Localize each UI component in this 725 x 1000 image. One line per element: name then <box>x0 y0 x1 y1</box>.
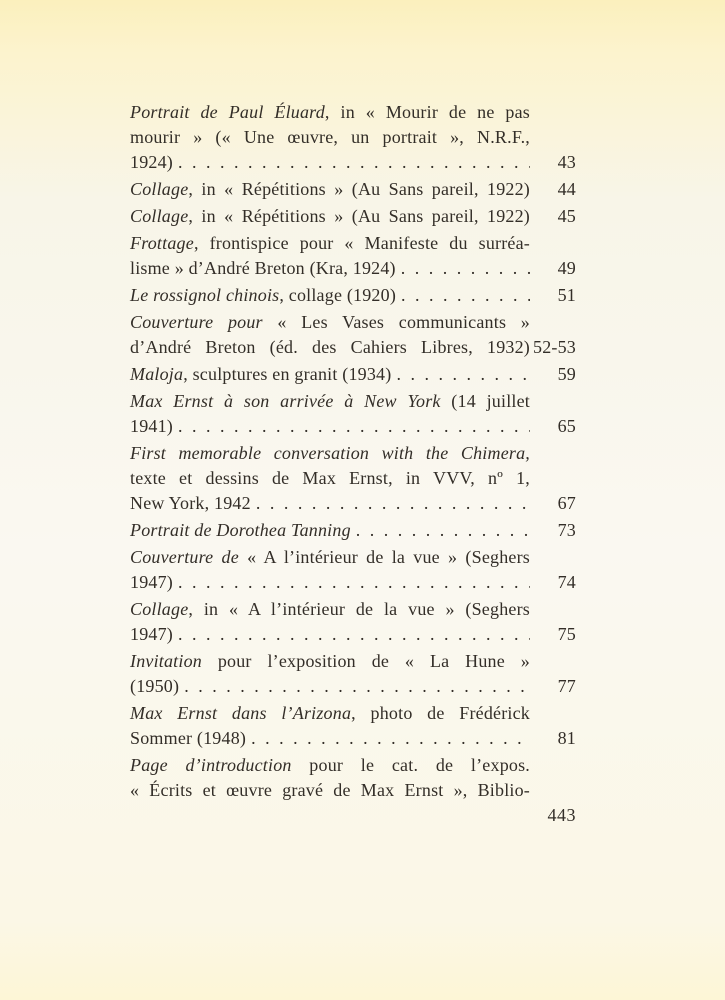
entry-text <box>130 414 173 439</box>
dot-leader <box>173 414 530 439</box>
work-title: Max Ernst dans l’Arizona <box>130 703 352 723</box>
entry-text <box>130 283 396 308</box>
entry-text <box>130 231 530 256</box>
entry-description: 1947) <box>130 572 173 592</box>
page-ref: 74 <box>557 572 576 592</box>
work-title: First memorable conversation with the Chimera, <box>130 443 530 463</box>
toc-line <box>130 100 576 125</box>
entry-description: (14 juillet <box>440 391 530 411</box>
entry-text <box>130 310 530 335</box>
entry-text <box>130 389 530 414</box>
entry-text <box>130 177 530 202</box>
work-title: Page d’introduction <box>130 755 292 775</box>
work-title: Max Ernst à son arrivée à New York <box>130 391 441 411</box>
toc-line <box>130 441 576 466</box>
toc-line <box>130 335 576 360</box>
dot-leader <box>246 726 530 751</box>
toc-entry <box>130 701 576 751</box>
toc-entry <box>130 100 576 175</box>
entry-text <box>130 649 530 674</box>
entry-description: , in « Répétitions » (Au Sans pareil, 1922) <box>188 206 530 226</box>
toc-line <box>130 778 576 803</box>
toc-line <box>130 491 576 516</box>
toc-line <box>130 622 576 647</box>
entry-text <box>130 726 246 751</box>
dot-leader <box>179 674 530 699</box>
toc-line <box>130 125 576 150</box>
toc-line <box>130 204 576 229</box>
entry-text <box>130 125 530 150</box>
toc-line <box>130 466 576 491</box>
dot-leader <box>173 570 530 595</box>
entry-text <box>130 518 351 543</box>
toc-entry <box>130 545 576 595</box>
toc-line <box>130 674 576 699</box>
toc-entry <box>130 177 576 202</box>
page-ref: 75 <box>557 624 576 644</box>
toc-list <box>130 100 576 805</box>
toc-entry <box>130 362 576 387</box>
toc-entry <box>130 597 576 647</box>
entry-description: mourir » (« Une œuvre, un portrait », N.R.F., <box>130 127 530 147</box>
entry-text <box>130 778 530 803</box>
entry-description: texte et dessins de Max Ernst, in VVV, nº 1, <box>130 468 530 488</box>
work-title: Couverture pour <box>130 312 263 332</box>
page-ref: 67 <box>557 493 576 513</box>
toc-line <box>130 545 576 570</box>
entry-description: , in « A l’intérieur de la vue » (Seghers <box>188 599 530 619</box>
entry-description: « A l’intérieur de la vue » (Seghers <box>238 547 530 567</box>
entry-description: « Les Vases communicants » <box>262 312 530 332</box>
toc-entry <box>130 649 576 699</box>
entry-description: lisme » d’André Breton (Kra, 1924) <box>130 258 396 278</box>
entry-description: 1924) <box>130 152 173 172</box>
entry-description: d’André Breton (éd. des Cahiers Libres, 1932) <box>130 337 530 357</box>
work-title: Frottage <box>130 233 194 253</box>
entry-text <box>130 362 391 387</box>
entry-text <box>130 491 251 516</box>
toc-line <box>130 283 576 308</box>
entry-description: 1941) <box>130 416 173 436</box>
entry-description: Sommer (1948) <box>130 728 247 748</box>
entry-description: , sculptures en granit (1934) <box>183 364 392 384</box>
page-ref: 73 <box>557 520 576 540</box>
entry-description: , collage (1920) <box>279 285 397 305</box>
page-number: 443 <box>547 805 576 825</box>
toc-entry <box>130 753 576 803</box>
work-title: Couverture de <box>130 547 239 567</box>
page-ref: 45 <box>557 206 576 226</box>
toc-line <box>130 753 576 778</box>
toc-line <box>130 256 576 281</box>
entry-text <box>130 256 396 281</box>
toc-line <box>130 518 576 543</box>
work-title: Collage <box>130 179 189 199</box>
toc-entry <box>130 518 576 543</box>
entry-description: « Écrits et œuvre gravé de Max Ernst », Biblio- <box>130 780 530 800</box>
toc-line <box>130 649 576 674</box>
toc-line <box>130 597 576 622</box>
entry-text <box>130 570 173 595</box>
work-title: Portrait de Paul Éluard <box>130 102 325 122</box>
entry-text <box>130 597 530 622</box>
toc-line <box>130 389 576 414</box>
dot-leader <box>396 256 530 281</box>
dot-leader <box>173 622 530 647</box>
toc-line <box>130 726 576 751</box>
entry-description: , in « Répétitions » (Au Sans pareil, 1922) <box>188 179 530 199</box>
entry-text <box>130 753 530 778</box>
dot-leader <box>396 283 530 308</box>
work-title: Collage <box>130 599 189 619</box>
toc-line <box>130 310 576 335</box>
toc-line <box>130 414 576 439</box>
work-title: Invitation <box>130 651 202 671</box>
entry-description: , in « Mourir de ne pas <box>324 102 530 122</box>
toc-line <box>130 150 576 175</box>
dot-leader <box>391 362 530 387</box>
dot-leader <box>251 491 530 516</box>
entry-description: (1950) <box>130 676 180 696</box>
dot-leader <box>173 150 530 175</box>
toc-entry <box>130 204 576 229</box>
page-ref: 51 <box>557 285 576 305</box>
entry-description: 1947) <box>130 624 173 644</box>
entry-description: , frontispice pour « Manifeste du surréa- <box>193 233 530 253</box>
page-ref: 44 <box>557 179 576 199</box>
entry-description: pour le cat. de l’expos. <box>291 755 530 775</box>
page-ref: 52-53 <box>533 337 576 357</box>
toc-entry <box>130 310 576 360</box>
toc-entry <box>130 283 576 308</box>
page-ref: 59 <box>557 364 576 384</box>
entry-text <box>130 622 173 647</box>
entry-description: , photo de Frédérick <box>351 703 530 723</box>
toc-line <box>130 177 576 202</box>
toc-line <box>130 701 576 726</box>
entry-text <box>130 150 173 175</box>
page-ref: 49 <box>557 258 576 278</box>
page-ref: 43 <box>557 152 576 172</box>
page-ref: 65 <box>557 416 576 436</box>
entry-text <box>130 335 530 360</box>
toc-entry <box>130 231 576 281</box>
entry-text <box>130 204 530 229</box>
page-ref: 77 <box>557 676 576 696</box>
entry-text <box>130 100 530 125</box>
entry-text <box>130 545 530 570</box>
dot-leader <box>351 518 530 543</box>
entry-text <box>130 701 530 726</box>
entry-text <box>130 674 179 699</box>
work-title: Le rossignol chinois <box>130 285 280 305</box>
toc-entry <box>130 389 576 439</box>
entry-text <box>130 441 530 466</box>
page-ref: 81 <box>557 728 576 748</box>
entry-text <box>130 466 530 491</box>
work-title: Portrait de Dorothea Tanning <box>130 520 351 540</box>
toc-line <box>130 570 576 595</box>
toc-entry <box>130 441 576 516</box>
work-title: Collage <box>130 206 189 226</box>
toc-line <box>130 362 576 387</box>
toc-line <box>130 231 576 256</box>
work-title: Maloja <box>130 364 184 384</box>
entry-description: New York, 1942 <box>130 493 251 513</box>
entry-description: pour l’exposition de « La Hune » <box>202 651 530 671</box>
